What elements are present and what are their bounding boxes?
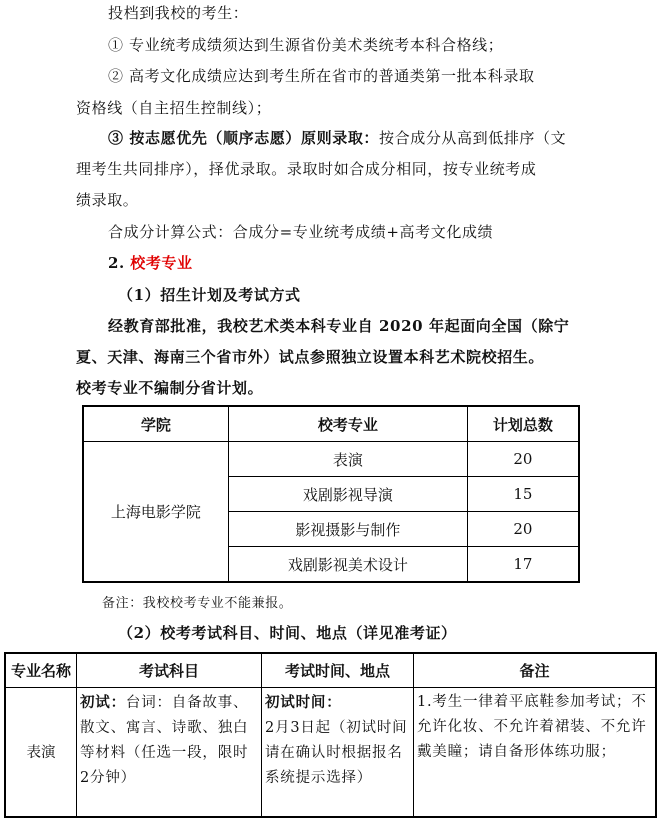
section-title: 校考专业 [130, 254, 193, 272]
requirement-item-3 [108, 128, 566, 148]
exam-schedule-table [4, 652, 657, 818]
approval-paragraph-cont: 夏、天津、海南三个省市外）试点参照独立设置本科艺术院校招生。 [76, 348, 545, 366]
requirement-item-2-cont: 资格线（自主招生控制线）； [76, 99, 272, 117]
major-cell: 戏剧影视美术设计 [228, 547, 467, 583]
admission-principle: ③ 按志愿优先（顺序志愿）原则录取： [108, 129, 380, 147]
table-row [83, 442, 579, 477]
header-major: 校考专业 [228, 406, 467, 442]
exam-time-cell [262, 688, 414, 818]
score-formula: 合成分计算公式：合成分=专业统考成绩+高考文化成绩 [108, 223, 494, 241]
requirement-item-2: ② 高考文化成绩应达到考生所在省市的普通类第一批本科录取 [108, 67, 535, 85]
approval-paragraph: 经教育部批准，我校艺术类本科专业自 2020 年起面向全国（除宁 [108, 317, 570, 335]
requirement-item-1: ① 专业统考成绩须达到生源省份美术类统考本科合格线； [108, 36, 504, 54]
requirement-item-3-cont: 理考生共同排序），择优录取。录取时如合成分相同，按专业统考成 [76, 160, 537, 178]
header-plan-total: 计划总数 [467, 406, 579, 442]
count-cell: 17 [467, 547, 579, 583]
time-detail: 2月3日起（初试时间请在确认时根据报名系统提示选择） [265, 720, 408, 786]
time-label: 初试时间： [265, 694, 342, 711]
enrollment-plan-table [82, 405, 580, 583]
header-remarks: 备注 [414, 653, 657, 688]
table-header-row [5, 653, 656, 688]
table-header-row [83, 406, 579, 442]
subject-detail: 台词：自备故事、散文、寓言、诗歌、独白等材料（任选一段，限时2分钟） [80, 695, 249, 786]
section-heading [108, 253, 193, 273]
header-exam-time-place: 考试时间、地点 [262, 653, 414, 688]
requirement-item-3-end: 绩录取。 [76, 191, 139, 209]
header-major-name: 专业名称 [5, 653, 77, 688]
major-cell: 影视摄影与制作 [228, 512, 467, 547]
count-cell: 15 [467, 477, 579, 512]
count-cell: 20 [467, 442, 579, 477]
header-exam-subject: 考试科目 [77, 653, 262, 688]
remarks-cell: 1.考生一律着平底鞋参加考试；不允许化妆、不允许着裙装、不允许戴美瞳；请自备形体练功服； [414, 688, 657, 818]
section-number: 2. [108, 254, 125, 272]
header-college: 学院 [83, 406, 228, 442]
major-name-cell: 表演 [5, 688, 77, 818]
subject-label: 初试： [80, 694, 126, 711]
approval-paragraph-end: 校考专业不编制分省计划。 [76, 379, 264, 397]
subsection-1-heading: （1）招生计划及考试方式 [118, 286, 301, 304]
college-cell: 上海电影学院 [83, 442, 228, 583]
count-cell: 20 [467, 512, 579, 547]
exam-subject-cell [77, 688, 262, 818]
table-note: 备注：我校校考专业不能兼报。 [102, 596, 293, 611]
subsection-2-heading: （2）校考考试科目、时间、地点（详见准考证） [118, 624, 457, 642]
major-cell: 表演 [228, 442, 467, 477]
intro-line: 投档到我校的考生： [108, 4, 249, 22]
major-cell: 戏剧影视导演 [228, 477, 467, 512]
table-row [5, 688, 656, 818]
admission-principle-detail: 按合成分从高到低排序（文 [379, 129, 567, 147]
